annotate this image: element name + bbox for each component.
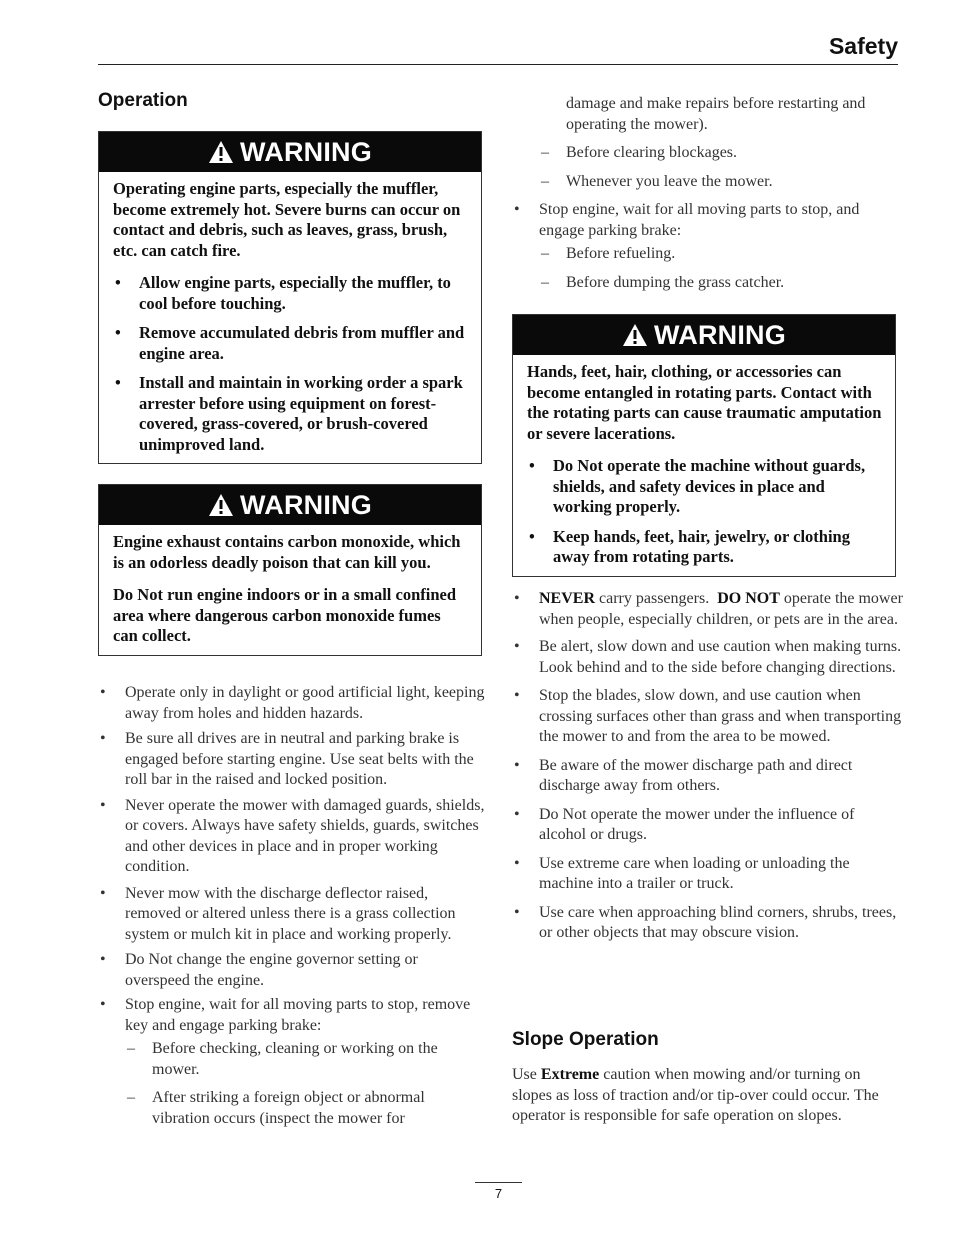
bullet: • xyxy=(514,201,520,218)
list-item: • Use care when approaching blind corners, shrubs, trees, or other objects that may obscure vision. xyxy=(514,903,897,941)
warning-label: WARNING xyxy=(240,489,372,520)
dash: – xyxy=(541,172,549,190)
warning-triangle-icon xyxy=(208,493,234,517)
bullet: • xyxy=(514,854,520,872)
sub-list-item: – Before checking, cleaning or working on the mower. xyxy=(127,1040,438,1078)
list-item: • Be sure all drives are in neutral and parking brake is engaged before starting engine. Use seat belts with the roll bar in the raised and locked position. xyxy=(100,730,474,788)
sub-list-item: – Before refueling. xyxy=(539,244,902,265)
continued-text: damage and make repairs before restarting and operating the mower). xyxy=(566,95,866,133)
list-item: • Do Not operate the mower under the influence of alcohol or drugs. xyxy=(514,805,855,843)
dash: – xyxy=(127,1089,135,1106)
warning-body xyxy=(99,525,481,655)
list-item: • Be aware of the mower discharge path and direct discharge away from others. xyxy=(514,756,853,794)
warning-list xyxy=(527,456,883,568)
sub-list xyxy=(539,143,902,192)
list-item: • Stop the blades, slow down, and use caution when crossing surfaces other than grass and when transporting the mower to and from the area to be mowed. xyxy=(514,687,902,745)
list-item: • Never mow with the discharge deflector raised, removed or altered unless there is a grass collection system or mulch kit in place and working properly. xyxy=(100,884,456,943)
bullet: • xyxy=(514,903,520,921)
section-title: Safety xyxy=(828,33,898,59)
page-number: 7 xyxy=(494,1186,503,1201)
safety-rules-list xyxy=(512,589,904,949)
list-item: • Operate only in daylight or good artificial light, keeping away from holes and hidden hazards. xyxy=(100,684,485,722)
bullet: • xyxy=(514,756,520,774)
stop-engine-list xyxy=(512,200,902,293)
bullet: • xyxy=(529,456,535,475)
bullet: • xyxy=(514,687,520,704)
warning-box-rotating-parts xyxy=(512,314,896,577)
dash: – xyxy=(541,144,549,161)
bullet: • xyxy=(514,805,520,823)
sub-list xyxy=(539,244,902,293)
list-item: • Be alert, slow down and use caution when making turns. Look behind and to the side before changing directions. xyxy=(514,638,902,676)
warning-triangle-icon xyxy=(622,323,648,347)
bullet: • xyxy=(115,373,121,392)
warning-item: • Install and maintain in working order a spark arrester before using equipment on forest-covered, grass-covered, or brush-covered unimproved land. xyxy=(115,373,463,454)
slope-paragraph: Use Extreme caution when mowing and/or turning on slopes as loss of traction and/or tip-over could occur. The operator is responsible for safe operation on slopes. xyxy=(512,1066,879,1124)
bullet: • xyxy=(100,951,106,968)
list-item: • Stop engine, wait for all moving parts to stop, remove key and engage parking brake: – Before checking, cleaning or working on the mower. – After striking a foreign object or abnormal vibration occurs (inspect the mower for xyxy=(98,995,486,1129)
warning-item: • Allow engine parts, especially the muffler, to cool before touching. xyxy=(115,273,451,313)
list-item: • Use extreme care when loading or unloading the machine into a trailer or truck. xyxy=(514,854,850,892)
warning-item: • Do Not operate the machine without guards, shields, and safety devices in place and working properly. xyxy=(529,456,866,516)
warning-body xyxy=(513,355,895,576)
sub-list-item: – Whenever you leave the mower. xyxy=(539,172,902,193)
header-rule xyxy=(98,64,898,65)
bullet: • xyxy=(514,638,520,655)
bullet: • xyxy=(100,884,106,902)
dash: – xyxy=(541,245,549,262)
warning-list xyxy=(113,273,469,455)
warning-body xyxy=(99,172,481,463)
right-top-text xyxy=(512,94,902,298)
sub-list-item: – Before dumping the grass catcher. xyxy=(539,273,902,294)
warning-label: WARNING xyxy=(240,136,372,167)
bullet: • xyxy=(100,996,106,1013)
sub-list-item: – After striking a foreign object or abnormal vibration occurs (inspect the mower for xyxy=(127,1089,425,1127)
warning-box-hot-parts xyxy=(98,131,482,464)
list-item: • Do Not change the engine governor setting or overspeed the engine. xyxy=(100,951,418,989)
operation-heading: Operation xyxy=(98,90,188,111)
warning-header xyxy=(99,485,481,525)
dash: – xyxy=(541,273,549,291)
operation-rules-list xyxy=(98,683,486,1134)
list-item: • NEVER carry passengers. DO NOT operate the mower when people, especially children, or pets are in the area. xyxy=(514,590,903,628)
bullet: • xyxy=(529,526,535,546)
sub-list xyxy=(125,1039,486,1129)
bullet: • xyxy=(100,730,106,747)
warning-triangle-icon xyxy=(208,140,234,164)
warning-header xyxy=(99,132,481,172)
warning-label: WARNING xyxy=(654,319,786,350)
warning-item: • Remove accumulated debris from muffler and engine area. xyxy=(115,323,465,363)
dash: – xyxy=(127,1040,135,1057)
bullet: • xyxy=(115,323,121,342)
list-item: • Stop engine, wait for all moving parts to stop, and engage parking brake: – Before refueling. – Before dumping the grass catcher. xyxy=(512,200,902,293)
warning-intro: Hands, feet, hair, clothing, or accessories can become entangled in rotating parts. Contact with the rotating parts can cause traumatic amputation or severe lacerations. xyxy=(527,362,882,443)
warning-para: Do Not run engine indoors or in a small confined area where dangerous carbon monoxide fumes can collect. xyxy=(113,585,457,645)
bullet: • xyxy=(100,684,106,701)
warning-header xyxy=(513,315,895,355)
sub-list-item: – Before clearing blockages. xyxy=(539,143,902,164)
warning-intro: Operating engine parts, especially the muffler, become extremely hot. Severe burns can occur on contact and debris, such as leaves, grass, brush, etc. can catch fire. xyxy=(113,179,461,260)
bullet: • xyxy=(514,590,520,607)
warning-box-carbon-monoxide xyxy=(98,484,482,656)
warning-item: • Keep hands, feet, hair, jewelry, or clothing away from rotating parts. xyxy=(529,526,850,566)
bullet: • xyxy=(100,796,106,814)
bullet: • xyxy=(115,273,121,292)
warning-para: Engine exhaust contains carbon monoxide, which is an odorless deadly poison that can kill you. xyxy=(113,532,461,572)
slope-operation-heading: Slope Operation xyxy=(512,1029,659,1050)
footer-rule xyxy=(475,1182,522,1183)
list-item: • Never operate the mower with damaged guards, shields, or covers. Always have safety shields, guards, switches and other devices in place and in proper working condition. xyxy=(100,796,485,875)
